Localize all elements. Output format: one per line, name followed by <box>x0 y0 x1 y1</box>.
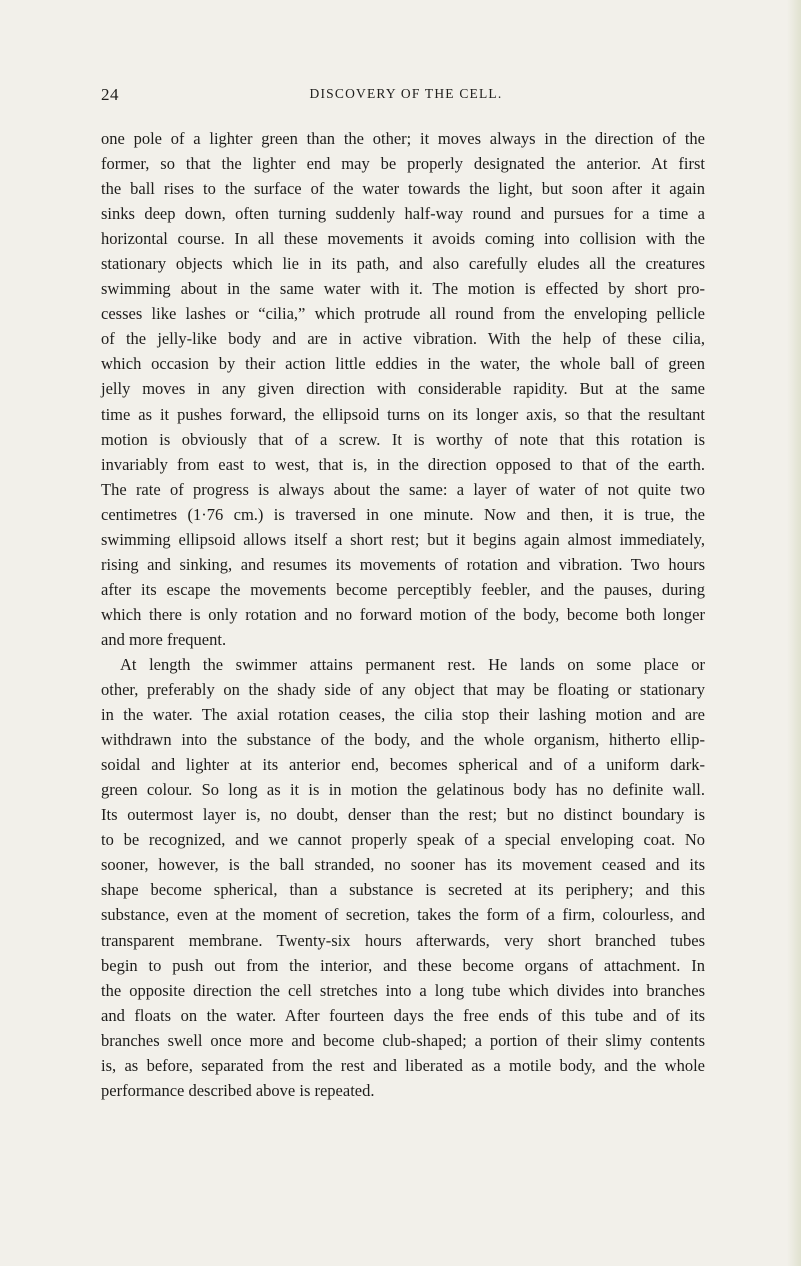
text-line: transparent membrane. Twenty-six hours afterwards, very short branched tubes <box>101 930 705 950</box>
text-line: and more frequent. <box>101 629 227 649</box>
text-line: substance, even at the moment of secretion, takes the form of a firm, colourless, and <box>101 905 705 925</box>
text-line: jelly moves in any given direction with considerable rapidity. But at the same <box>101 379 705 399</box>
text-line: centimetres (1·76 cm.) is traversed in one minute. Now and then, it is true, the <box>101 504 705 524</box>
text-line: soidal and lighter at its anterior end, becomes spherical and of a uniform dark- <box>101 755 705 775</box>
text-line: rising and sinking, and resumes its movements of rotation and vibration. Two hours <box>101 554 705 574</box>
text-line: of the jelly-like body and are in active vibration. With the help of these cilia, <box>101 329 705 349</box>
text-line: The rate of progress is always about the same: a layer of water of not quite two <box>101 479 705 499</box>
text-line: one pole of a lighter green than the other; it moves always in the direction of the <box>101 129 705 148</box>
page-header <box>101 85 711 109</box>
text-line: sooner, however, is the ball stranded, no sooner has its movement ceased and its <box>101 855 705 875</box>
body-text <box>101 126 705 1103</box>
text-line: branches swell once more and become club-shaped; a portion of their slimy contents <box>101 1030 705 1050</box>
text-line: invariably from east to west, that is, in the direction opposed to that of the earth. <box>101 454 705 474</box>
text-line: after its escape the movements become perceptibly feebler, and the pauses, during <box>101 579 705 599</box>
text-line: stationary objects which lie in its path, and also carefully eludes all the creatures <box>101 254 705 274</box>
text-line: and floats on the water. After fourteen days the free ends of this tube and of its <box>101 1005 705 1025</box>
text-line: cesses like lashes or “cilia,” which protrude all round from the enveloping pellicle <box>101 304 705 324</box>
text-line: to be recognized, and we cannot properly speak of a special enveloping coat. No <box>101 830 705 850</box>
running-head: DISCOVERY OF THE CELL. <box>309 86 503 101</box>
page-number: 24 <box>101 85 119 104</box>
text-line: motion is obviously that of a screw. It is worthy of note that this rotation is <box>101 429 705 449</box>
text-line: Its outermost layer is, no doubt, denser than the rest; but no distinct boundary is <box>101 805 705 825</box>
text-line: time as it pushes forward, the ellipsoid turns on its longer axis, so that the resultant <box>101 404 705 424</box>
text-line: in the water. The axial rotation ceases, the cilia stop their lashing motion and are <box>101 705 705 725</box>
text-line: swimming about in the same water with it. The motion is effected by short pro- <box>101 279 705 299</box>
page-edge-shading <box>787 0 801 1266</box>
text-line: green colour. So long as it is in motion the gelatinous body has no definite wall. <box>101 780 705 800</box>
text-line: begin to push out from the interior, and these become organs of attachment. In <box>101 955 705 975</box>
text-line: former, so that the lighter end may be properly designated the anterior. At first <box>101 154 705 174</box>
text-line: the opposite direction the cell stretches into a long tube which divides into branches <box>101 980 705 1000</box>
text-line: sinks deep down, often turning suddenly half-way round and pursues for a time a <box>101 204 705 224</box>
text-line: which occasion by their action little eddies in the water, the whole ball of green <box>101 354 705 374</box>
text-line: performance described above is repeated. <box>101 1080 375 1100</box>
text-line: withdrawn into the substance of the body, and the whole organism, hitherto ellip- <box>101 730 705 750</box>
text-line: other, preferably on the shady side of any object that may be floating or stationary <box>101 680 705 700</box>
text-line: swimming ellipsoid allows itself a short rest; but it begins again almost immediately, <box>101 529 705 549</box>
text-line: shape become spherical, than a substance is secreted at its periphery; and this <box>101 880 705 900</box>
text-line: At length the swimmer attains permanent rest. He lands on some place or <box>120 654 705 674</box>
text-line: the ball rises to the surface of the water towards the light, but soon after it again <box>101 179 705 199</box>
text-line: which there is only rotation and no forward motion of the body, become both longer <box>101 604 705 624</box>
text-line: horizontal course. In all these movements it avoids coming into collision with the <box>101 229 705 249</box>
text-line: is, as before, separated from the rest and liberated as a motile body, and the whole <box>101 1055 705 1075</box>
